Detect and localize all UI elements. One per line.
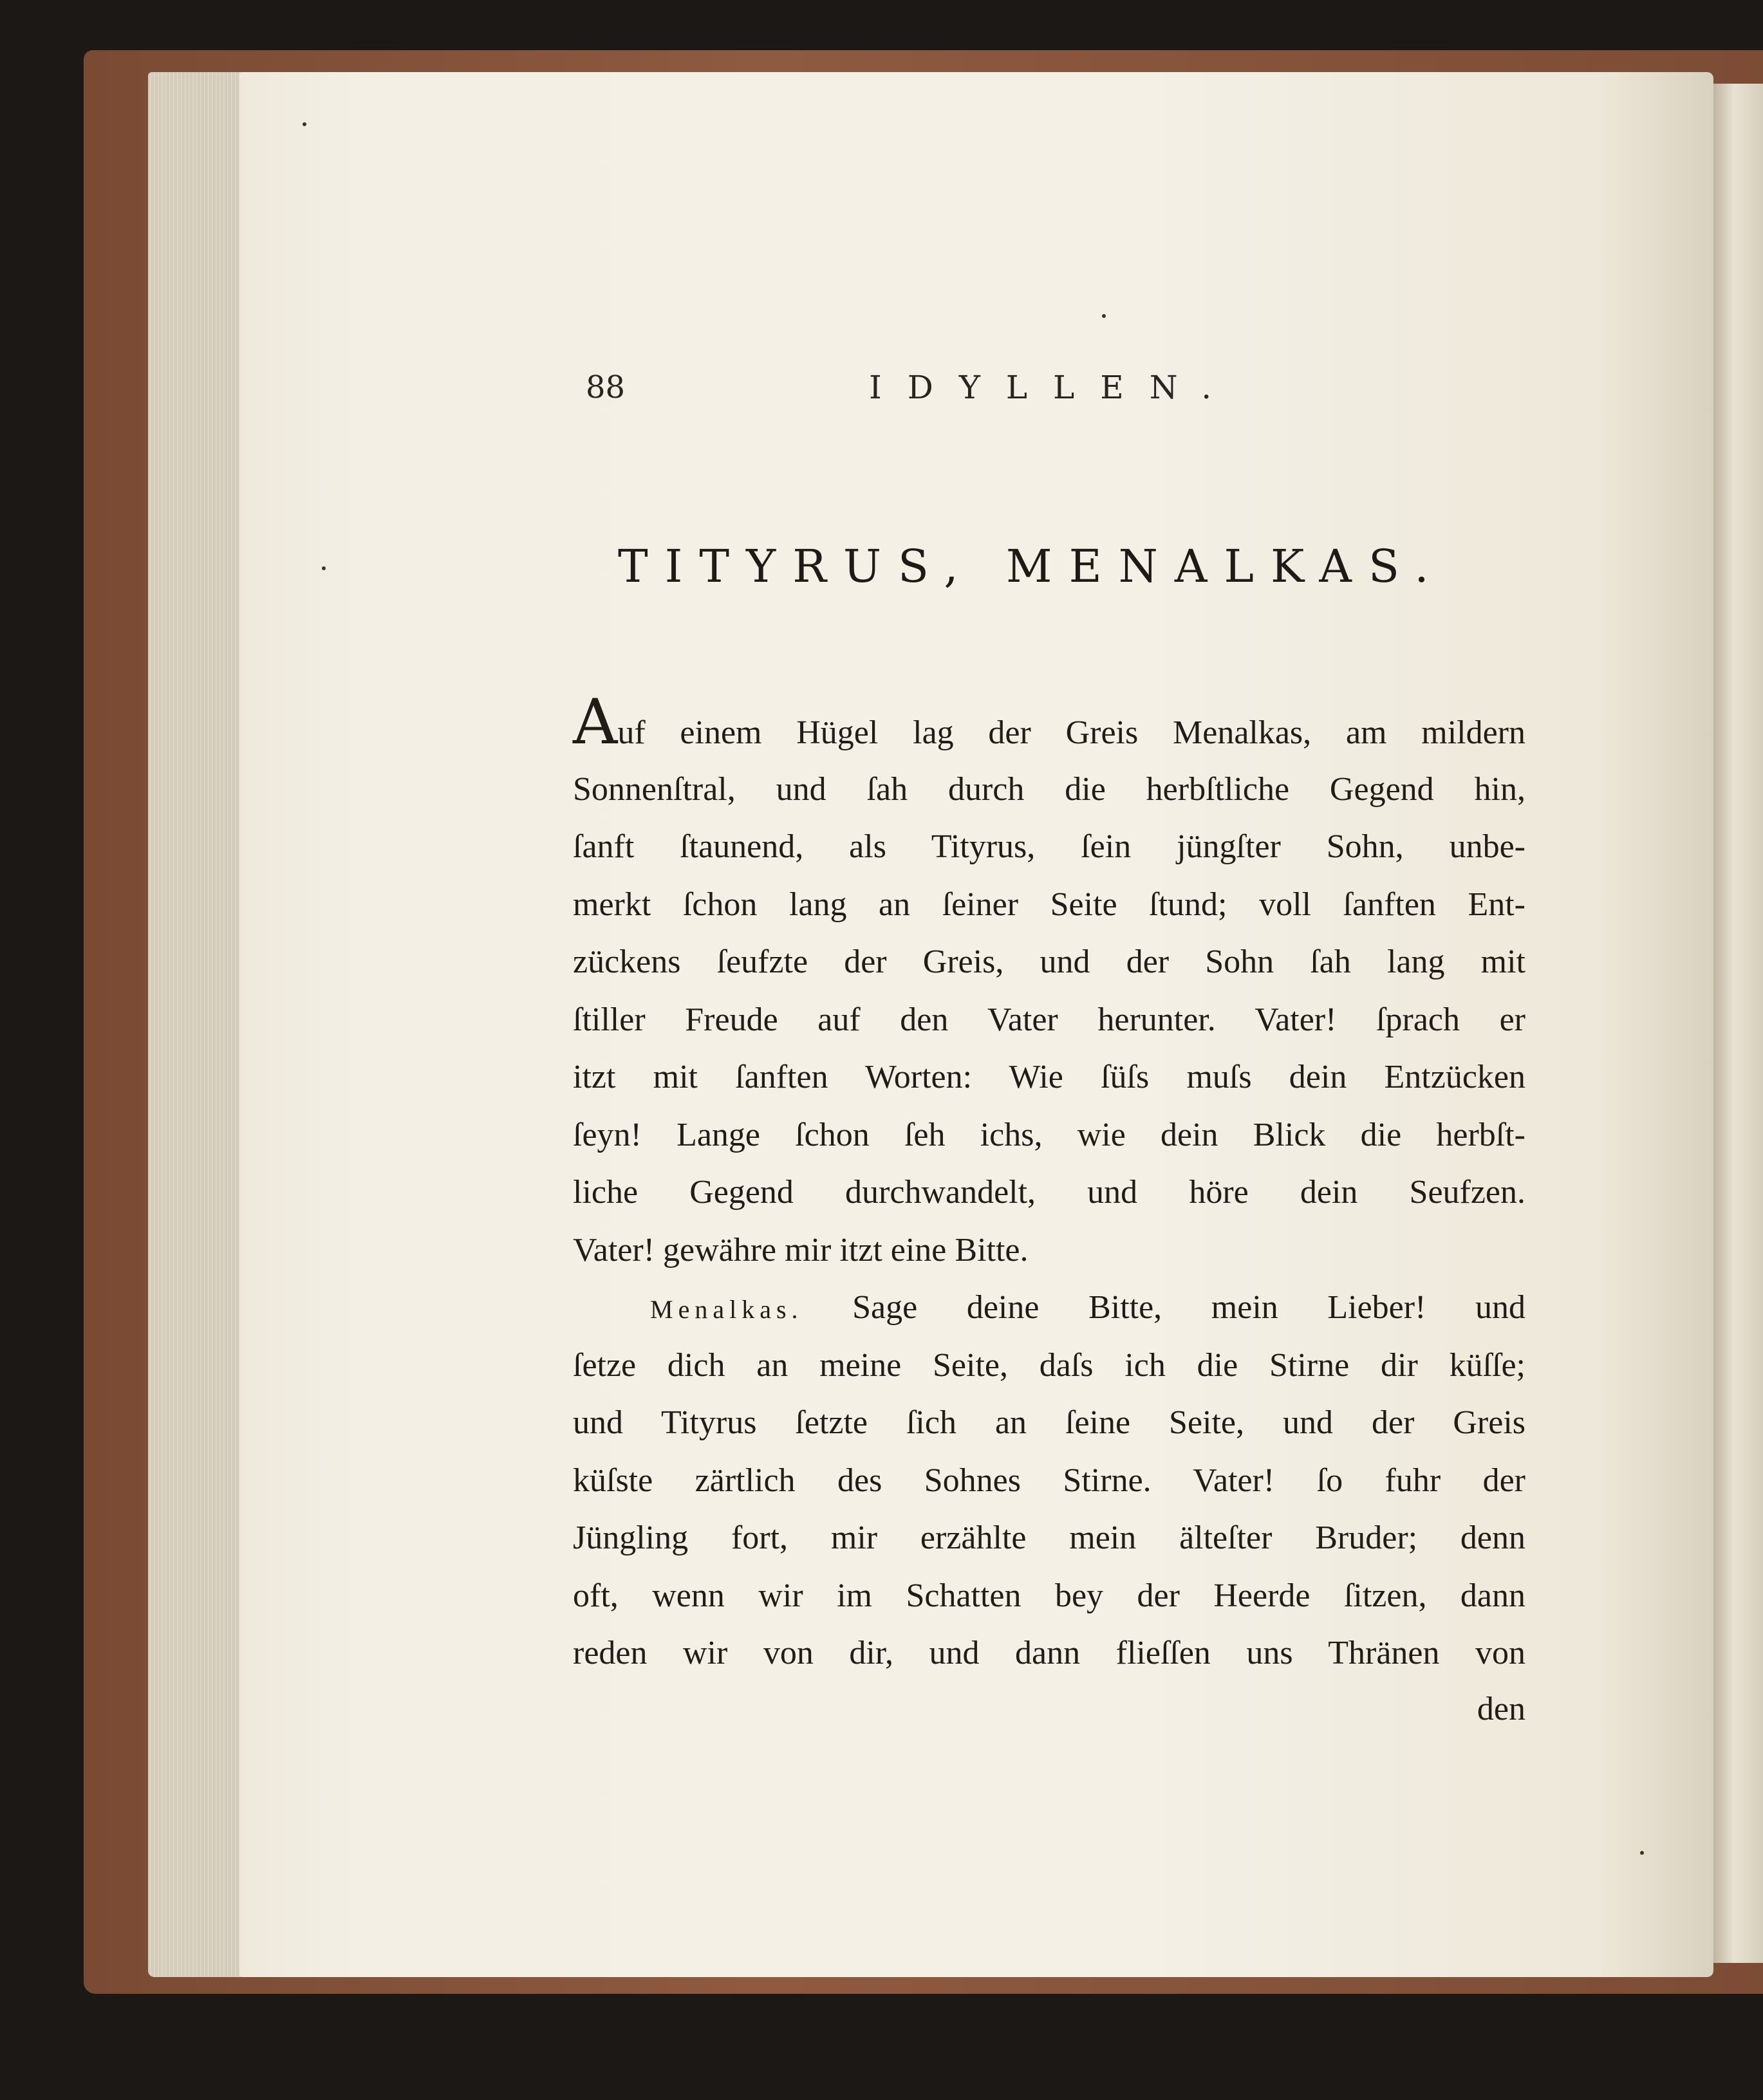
text-line: reden wir von dir, und dann flieſſen uns Thränen von <box>573 1635 1525 1671</box>
drop-cap: A <box>573 686 618 758</box>
facing-page-edge <box>1713 84 1763 1963</box>
text-line: und Tityrus ſetzte ſich an ſeine Seite, und der Greis <box>573 1404 1525 1441</box>
text-line: Jüngling fort, mir erzählte mein älteſter Bruder; denn <box>573 1519 1525 1556</box>
text-line: oft, wenn wir im Schatten bey der Heerde ſitzen, dann <box>573 1577 1525 1614</box>
text-line: zückens ſeufzte der Greis, und der Sohn ſah lang mit <box>573 943 1525 980</box>
text-line: Sonnenſtral, und ſah durch die herbſtliche Gegend hin, <box>573 770 1525 808</box>
running-head <box>586 368 1268 407</box>
page-edges <box>148 72 251 1977</box>
paper-speck <box>1640 1851 1644 1855</box>
paper-speck <box>1102 314 1106 318</box>
text-line: itzt mit ſanften Worten: Wie ſüſs muſs dein Entzücken <box>573 1059 1525 1095</box>
text-line: ſtiller Freude auf den Vater herunter. Vater! ſprach er <box>573 1001 1525 1038</box>
text-line <box>573 1279 1525 1337</box>
paper-speck <box>303 122 306 126</box>
text-line: ſetze dich an meine Seite, daſs ich die Stirne dir küſſe; <box>573 1346 1525 1384</box>
page-number: 88 <box>586 369 626 405</box>
running-title: IDYLLEN. <box>869 369 1238 406</box>
catchword: den <box>1477 1691 1525 1727</box>
section-heading: TITYRUS, MENALKAS. <box>618 540 1446 593</box>
text-line: liche Gegend durchwandelt, und höre dein Seufzen. <box>573 1174 1525 1211</box>
text-line-content: Sage deine Bitte, mein Lieber! und <box>852 1289 1525 1326</box>
body-text <box>573 686 1525 1682</box>
text-line: merkt ſchon lang an ſeiner Seite ſtund; voll ſanften Ent- <box>573 886 1525 923</box>
speaker-name: Menalkas. <box>650 1295 803 1324</box>
text-line: ſanft ſtaunend, als Tityrus, ſein jüngſter Sohn, unbe- <box>573 828 1525 865</box>
text-line: küſste zärtlich des Sohnes Stirne. Vater! ſo fuhr der <box>573 1462 1525 1499</box>
text-line <box>573 686 1525 761</box>
paper-speck <box>322 566 326 570</box>
text-line: ſeyn! Lange ſchon ſeh ichs, wie dein Blick die herbſt- <box>573 1116 1525 1153</box>
text-line-content: uf einem Hügel lag der Greis Menalkas, am mildern <box>617 714 1525 751</box>
text-line: Vater! gewähre mir itzt eine Bitte. <box>573 1231 1029 1268</box>
